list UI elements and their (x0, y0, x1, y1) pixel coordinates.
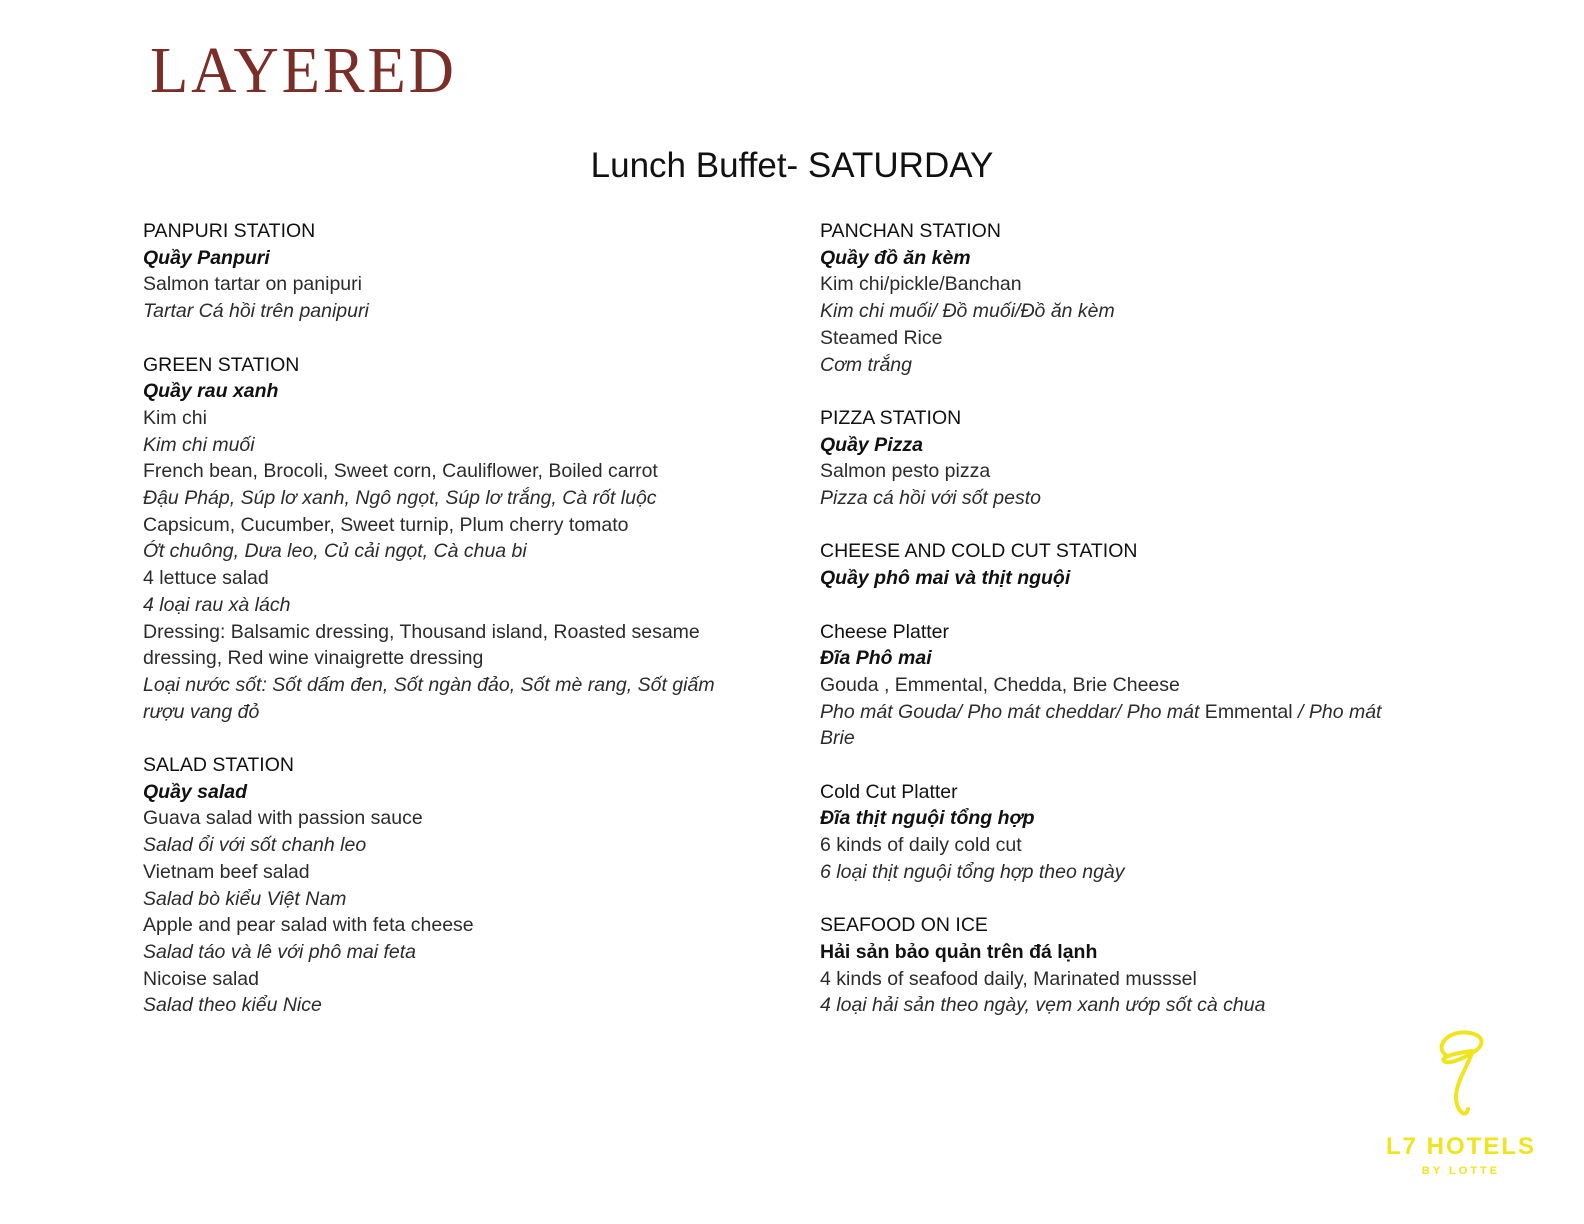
station-panchan (820, 218, 1410, 378)
station-heading: SALAD STATION (143, 754, 294, 777)
brand-subtitle: BY LOTTE (1421, 1165, 1501, 1177)
page-title: Lunch Buffet- SATURDAY (590, 146, 994, 185)
menu-item: Apple and pear salad with feta cheese (143, 914, 474, 937)
section-subheading: Đĩa thịt nguội tổng hợp (820, 807, 1035, 830)
menu-item-vn: Đậu Pháp, Súp lơ xanh, Ngô ngọt, Súp lơ trắng, Cà rốt luộc (143, 487, 657, 510)
menu-item: 4 kinds of seafood daily, Marinated musssel (820, 967, 1197, 990)
left-column (143, 218, 743, 1019)
station-green (143, 352, 743, 726)
brand-name: L7 HOTELS (1386, 1133, 1537, 1160)
cheese-platter (820, 619, 1410, 753)
cold-cut-platter (820, 779, 1410, 886)
menu-item: dressing, Red wine vinaigrette dressing (143, 647, 484, 670)
menu-item: Dressing: Balsamic dressing, Thousand island, Roasted sesame (143, 620, 700, 643)
menu-item: Vietnam beef salad (143, 860, 310, 883)
menu-item-vn: Kim chi muối/ Đồ muối/Đồ ăn kèm (820, 300, 1115, 323)
hotel-brand-logo (1386, 1025, 1536, 1177)
l7-monogram-icon (1426, 1025, 1496, 1125)
menu-item-vn: rượu vang đỏ (143, 700, 260, 723)
restaurant-logo: LAYERED (150, 34, 457, 107)
menu-item-vn: Cơm trắng (820, 353, 912, 376)
menu-item-vn: Kim chi muối (143, 433, 255, 456)
menu-item: Gouda , Emmental, Chedda, Brie Cheese (820, 673, 1180, 696)
station-heading: GREEN STATION (143, 353, 300, 376)
menu-item: Capsicum, Cucumber, Sweet turnip, Plum cherry tomato (143, 513, 629, 536)
station-heading: PANCHAN STATION (820, 220, 1001, 242)
menu-item-vn (820, 699, 1410, 752)
menu-item: Salmon pesto pizza (820, 460, 991, 483)
menu-item-vn: Tartar Cá hồi trên panipuri (143, 300, 369, 323)
menu-item: Steamed Rice (820, 326, 943, 349)
station-panpuri (143, 218, 743, 325)
station-subheading: Quầy đồ ăn kèm (820, 246, 971, 269)
station-subheading: Quầy Panpuri (143, 246, 270, 269)
station-seafood (820, 912, 1410, 1019)
menu-item: French bean, Brocoli, Sweet corn, Cauliflower, Boiled carrot (143, 460, 658, 483)
menu-item-vn: Salad táo và lê với phô mai feta (143, 940, 417, 963)
menu-item: Nicoise salad (143, 967, 259, 990)
station-cheese-cold-cut (820, 538, 1410, 591)
station-heading: PIZZA STATION (820, 406, 962, 429)
menu-item-vn: Ớt chuông, Dưa leo, Củ cải ngọt, Cà chua bi (143, 540, 527, 563)
menu-item-vn: 6 loại thịt nguội tổng hợp theo ngày (820, 860, 1125, 883)
station-subheading: Quầy salad (143, 780, 248, 803)
menu-item-vn: 4 loại rau xà lách (143, 593, 291, 616)
menu-item: 6 kinds of daily cold cut (820, 834, 1022, 857)
menu-item: Kim chi/pickle/Banchan (820, 273, 1022, 296)
menu-item: Kim chi (143, 406, 207, 429)
station-heading: PANPURI STATION (143, 220, 316, 242)
station-heading: CHEESE AND COLD CUT STATION (820, 540, 1138, 563)
menu-item-vn: 4 loại hải sản theo ngày, vẹm xanh ướp sốt cà chua (820, 994, 1266, 1017)
section-subheading: Đĩa Phô mai (820, 647, 932, 670)
station-pizza (820, 405, 1410, 512)
section-heading: Cheese Platter (820, 620, 949, 643)
station-subheading: Hải sản bảo quản trên đá lạnh (820, 940, 1098, 963)
menu-item-vn: Salad ổi với sốt chanh leo (143, 834, 367, 857)
menu-item: Guava salad with passion sauce (143, 807, 423, 830)
menu-item-vn-part: Pho mát Gouda/ Pho mát cheddar/ Pho mát (820, 700, 1200, 723)
station-heading: SEAFOOD ON ICE (820, 914, 988, 937)
station-salad (143, 752, 743, 1019)
menu-item-vn: Loại nước sốt: Sốt dấm đen, Sốt ngàn đảo, Sốt mè rang, Sốt giấm (143, 673, 715, 696)
menu-item-vn: Salad bò kiểu Việt Nam (143, 887, 347, 910)
menu-item: 4 lettuce salad (143, 567, 269, 590)
station-subheading: Quầy Pizza (820, 433, 923, 456)
menu-item: Salmon tartar on panipuri (143, 273, 362, 296)
menu-item-vn-part: Emmental (1199, 700, 1299, 723)
station-subheading: Quầy phô mai và thịt nguội (820, 567, 1071, 590)
menu-item-vn-part: / Pho mát Brie (820, 700, 1382, 750)
right-column (820, 218, 1410, 1019)
menu-item-vn: Salad theo kiểu Nice (143, 994, 322, 1017)
section-heading: Cold Cut Platter (820, 780, 958, 803)
menu-item-vn: Pizza cá hồi với sốt pesto (820, 487, 1041, 510)
station-subheading: Quầy rau xanh (143, 380, 279, 403)
